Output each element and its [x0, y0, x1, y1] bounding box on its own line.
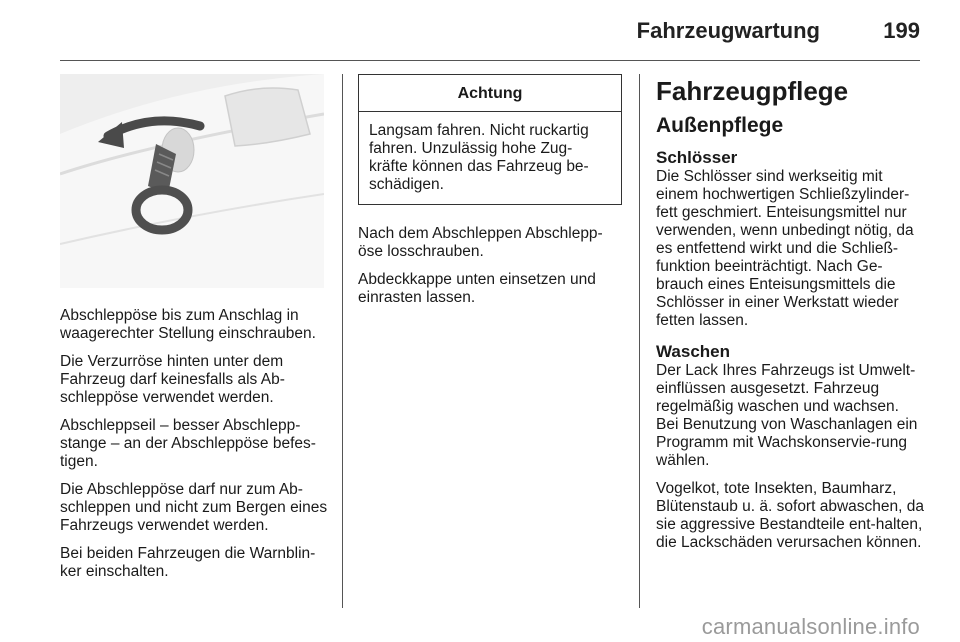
paragraph: Abschleppseil – besser Abschlepp-stange – an der Abschleppöse befes-tigen. [60, 417, 316, 470]
paragraph: Abdeckkappe unten einsetzen und einrasten lassen. [358, 271, 596, 306]
left-column [60, 74, 330, 591]
warning-box [358, 74, 622, 205]
right-column [656, 74, 924, 562]
column-divider-1 [342, 74, 343, 608]
watermark: carmanualsonline.info [701, 614, 920, 639]
tow-eye-figure [60, 74, 324, 288]
header-rule [60, 60, 920, 61]
paragraph: Der Lack Ihres Fahrzeugs ist Umwelt-einflüssen ausgesetzt. Fahrzeug regelmäßig waschen und wachsen. Bei Benutzung von Waschanlagen ein Programm mit Wachskonservie-rung wählen. [656, 362, 918, 469]
paragraph: Nach dem Abschleppen Abschlepp-öse losschrauben. [358, 225, 603, 260]
topic-heading-waschen: Waschen [656, 342, 731, 361]
tow-eye-screw-in-illustration [60, 74, 324, 288]
page-number: 199 [883, 18, 920, 43]
paragraph: Vogelkot, tote Insekten, Baumharz, Blütenstaub u. ä. sofort abwaschen, da sie aggressive Bestandteile ent-halten, die Lackschäden verursachen können. [656, 480, 924, 551]
paragraph: Abschleppöse bis zum Anschlag in waagerechter Stellung einschrauben. [60, 307, 316, 342]
paragraph: Bei beiden Fahrzeugen die Warnblin-ker einschalten. [60, 545, 316, 580]
paragraph: Die Abschleppöse darf nur zum Ab-schleppen und nicht zum Bergen eines Fahrzeugs verwendet werden. [60, 481, 328, 534]
subsection-heading: Außenpflege [656, 114, 784, 137]
column-divider-2 [639, 74, 640, 608]
topic-heading-schloesser: Schlösser [656, 148, 738, 167]
warning-text: Langsam fahren. Nicht ruckartig fahren. Unzulässig hohe Zug-kräfte können das Fahrzeug be-schädigen. [369, 122, 589, 193]
warning-title: Achtung [359, 75, 621, 112]
middle-column [358, 74, 622, 317]
paragraph: Die Verzurröse hinten unter dem Fahrzeug darf keinesfalls als Ab-schleppöse verwendet werden. [60, 353, 285, 406]
section-heading: Fahrzeugpflege [656, 76, 849, 106]
paragraph: Die Schlösser sind werkseitig mit einem hochwertigen Schließzylinder-fett geschmiert. Enteisungsmittel nur verwenden, wenn unbedingt nötig, da es entfettend wirkt und die Schließ-funktion beeinträchtigt. Nach Ge-brauch eines Enteisungsmittels die Schlösser in einer Werkstatt wieder fetten lassen. [656, 168, 914, 329]
running-header-title: Fahrzeugwartung [636, 18, 820, 43]
